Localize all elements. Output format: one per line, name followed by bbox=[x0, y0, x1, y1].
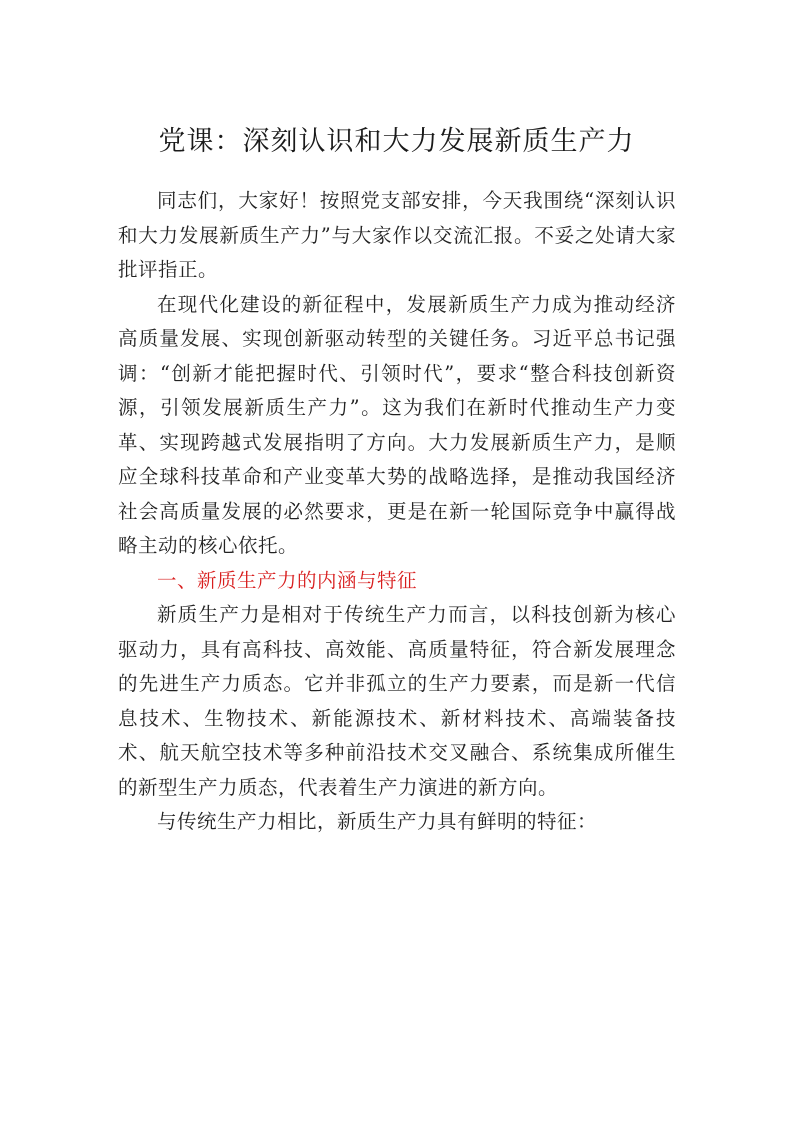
document-title: 党课：深刻认识和大力发展新质生产力 bbox=[158, 126, 635, 157]
background-paragraph: 在现代化建设的新征程中，发展新质生产力成为推动经济高质量发展、实现创新驱动转型的关键任务。习近平总书记强调：“创新才能把握时代、引领时代”，要求“整合科技创新资源，引领发展新质生产力”。这为我们在新时代推动生产力变革、实现跨越式发展指明了方向。大力发展新质生产力，是顺应全球科技革命和产业变革大势的战略选择，是推动我国经济社会高质量发展的必然要求，更是在新一轮国际竞争中赢得战略主动的核心依托。 bbox=[118, 292, 676, 557]
document-body bbox=[118, 184, 676, 840]
definition-paragraph: 新质生产力是相对于传统生产力而言，以科技创新为核心驱动力，具有高科技、高效能、高质量特征，符合新发展理念的先进生产力质态。它并非孤立的生产力要素，而是新一代信息技术、生物技术、新能源技术、新材料技术、高端装备技术、航天航空技术等多种前沿技术交叉融合、系统集成所催生的新型生产力质态，代表着生产力演进的新方向。 bbox=[118, 603, 676, 799]
intro-paragraph: 同志们，大家好！按照党支部安排，今天我围绕“深刻认识和大力发展新质生产力”与大家作以交流汇报。不妥之处请大家批评指正。 bbox=[118, 189, 676, 281]
section-heading: 一、新质生产力的内涵与特征 bbox=[157, 568, 418, 592]
features-intro-paragraph: 与传统生产力相比，新质生产力具有鲜明的特征： bbox=[157, 810, 598, 833]
